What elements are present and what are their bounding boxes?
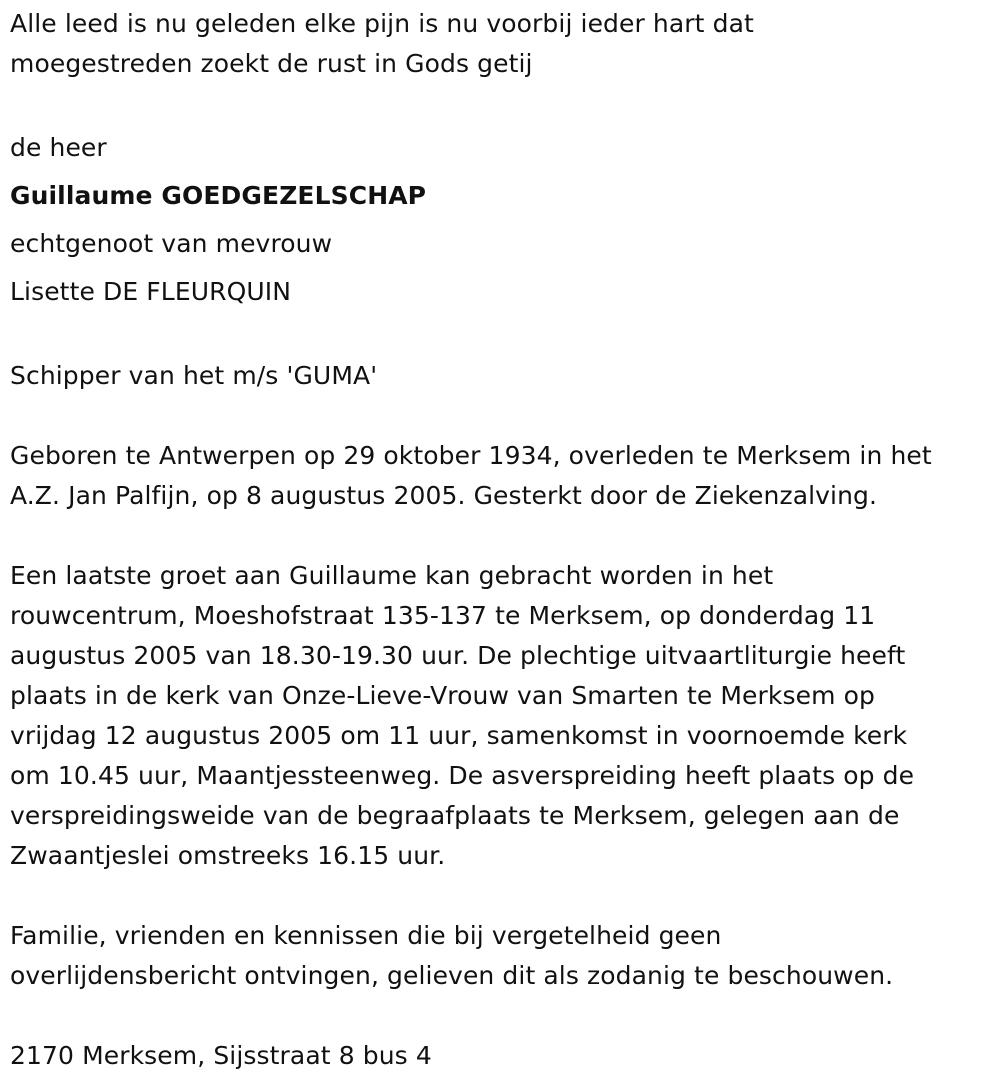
ceremony-line: Een laatste groet aan Guillaume kan gebracht worden in het	[10, 561, 774, 590]
spouse-intro: echtgenoot van mevrouw	[10, 229, 333, 258]
birth-death-line-1: Geboren te Antwerpen op 29 oktober 1934, overleden te Merksem in het	[10, 441, 932, 470]
ceremony-line: augustus 2005 van 18.30-19.30 uur. De plechtige uitvaartliturgie heeft	[10, 641, 906, 670]
notice-line-2: overlijdensbericht ontvingen, gelieven dit als zodanig te beschouwen.	[10, 961, 894, 990]
notice-block	[10, 916, 990, 996]
ceremony-line: Zwaantjeslei omstreeks 16.15 uur.	[10, 841, 446, 870]
ceremony-block	[10, 556, 990, 876]
spacer	[10, 396, 990, 436]
spacer	[10, 996, 990, 1036]
spacer	[10, 316, 990, 356]
spacer	[10, 516, 990, 556]
poem-line-1: Alle leed is nu geleden elke pijn is nu voorbij ieder hart dat	[10, 9, 754, 38]
poem-block	[10, 4, 990, 84]
obituary-document	[10, 4, 990, 1076]
ceremony-line: om 10.45 uur, Maantjessteenweg. De asverspreiding heeft plaats op de	[10, 761, 915, 790]
spouse-name: Lisette DE FLEURQUIN	[10, 277, 292, 306]
poem-line-2: moegestreden zoekt de rust in Gods getij	[10, 49, 533, 78]
ceremony-line: verspreidingsweide van de begraafplaats te Merksem, gelegen aan de	[10, 801, 900, 830]
ceremony-line: rouwcentrum, Moeshofstraat 135-137 te Merksem, op donderdag 11	[10, 601, 876, 630]
deceased-title: de heer	[10, 133, 107, 162]
ceremony-line: plaats in de kerk van Onze-Lieve-Vrouw van Smarten te Merksem op	[10, 681, 875, 710]
birth-death-line-2: A.Z. Jan Palfijn, op 8 augustus 2005. Gesterkt door de Ziekenzalving.	[10, 481, 878, 510]
spacer	[10, 84, 990, 124]
occupation: Schipper van het m/s 'GUMA'	[10, 361, 378, 390]
notice-line-1: Familie, vrienden en kennissen die bij vergetelheid geen	[10, 921, 722, 950]
deceased-name: Guillaume GOEDGEZELSCHAP	[10, 181, 427, 210]
spacer	[10, 876, 990, 916]
deceased-block	[10, 124, 990, 316]
ceremony-line: vrijdag 12 augustus 2005 om 11 uur, samenkomst in voornoemde kerk	[10, 721, 908, 750]
address: 2170 Merksem, Sijsstraat 8 bus 4	[10, 1041, 432, 1070]
birth-death-block	[10, 436, 990, 516]
